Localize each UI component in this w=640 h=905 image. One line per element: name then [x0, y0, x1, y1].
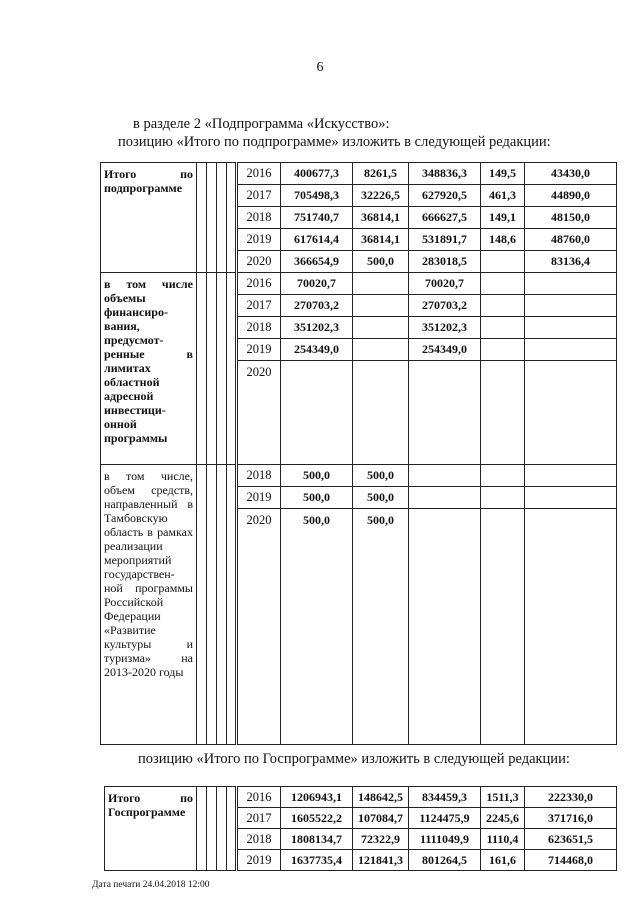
value-cell-c1: 70020,7 — [281, 273, 353, 295]
value-cell-c2: 72322,9 — [353, 829, 409, 850]
value-cell-c3: 1124475,9 — [409, 808, 481, 829]
value-cell-c5: 48760,0 — [525, 229, 617, 251]
empty-column-cell — [227, 273, 237, 465]
value-cell-c1: 366654,9 — [281, 251, 353, 273]
empty-column-cell — [207, 465, 217, 745]
value-cell-c4 — [481, 317, 525, 339]
value-cell-c5: 43430,0 — [525, 163, 617, 185]
year-cell: 2018 — [237, 207, 281, 229]
year-cell: 2018 — [237, 317, 281, 339]
value-cell-c2 — [353, 361, 409, 465]
value-cell-c5: 44890,0 — [525, 185, 617, 207]
row-group-label: в том числе, объем средств, направленный в Тамбовскую область в рамках реализации мероприятий государствен-ной программы Российской Федерации «Развитие культуры и туризма» на 2013-2020 годы — [101, 465, 197, 745]
row-group-label: в том числе объемы финансиро-вания, предусмот-ренные в лимитах областной адресной инвестици-онной программы — [101, 273, 197, 465]
value-cell-c1: 1637735,4 — [281, 850, 353, 871]
value-cell-c2: 500,0 — [353, 465, 409, 487]
value-cell-c5: 222330,0 — [525, 787, 617, 808]
value-cell-c4: 149,5 — [481, 163, 525, 185]
value-cell-c2 — [353, 273, 409, 295]
value-cell-c5 — [525, 339, 617, 361]
value-cell-c1: 270703,2 — [281, 295, 353, 317]
value-cell-c3: 254349,0 — [409, 339, 481, 361]
section-intro: в разделе 2 «Подпрограмма «Искусство»: — [133, 116, 390, 132]
empty-column-cell — [217, 163, 227, 273]
empty-column-cell — [227, 787, 237, 871]
year-cell: 2016 — [237, 273, 281, 295]
empty-column-cell — [217, 273, 227, 465]
value-cell-c4: 1511,3 — [481, 787, 525, 808]
gosprogram-total-instruction: позицию «Итого по Госпрограмме» изложить в следующей редакции: — [138, 751, 570, 767]
value-cell-c1: 254349,0 — [281, 339, 353, 361]
value-cell-c1: 400677,3 — [281, 163, 353, 185]
year-cell: 2020 — [237, 509, 281, 745]
value-cell-c3: 283018,5 — [409, 251, 481, 273]
value-cell-c4 — [481, 487, 525, 509]
value-cell-c3 — [409, 509, 481, 745]
value-cell-c5: 623651,5 — [525, 829, 617, 850]
empty-column-cell — [197, 163, 207, 273]
value-cell-c5 — [525, 317, 617, 339]
gosprogram-totals-table — [104, 786, 617, 871]
empty-column-cell — [207, 273, 217, 465]
value-cell-c4 — [481, 295, 525, 317]
value-cell-c1: 500,0 — [281, 487, 353, 509]
value-cell-c5: 371716,0 — [525, 808, 617, 829]
value-cell-c3: 627920,5 — [409, 185, 481, 207]
subprogram-totals-table — [100, 162, 617, 745]
subprogram-total-instruction: позицию «Итого по подпрограмме» изложить в следующей редакции: — [118, 134, 551, 150]
year-cell: 2016 — [237, 163, 281, 185]
year-cell: 2019 — [237, 850, 281, 871]
value-cell-c2: 36814,1 — [353, 229, 409, 251]
page-number: 6 — [316, 60, 324, 75]
value-cell-c3 — [409, 465, 481, 487]
value-cell-c4 — [481, 465, 525, 487]
value-cell-c1 — [281, 361, 353, 465]
value-cell-c1: 1808134,7 — [281, 829, 353, 850]
year-cell: 2019 — [237, 487, 281, 509]
value-cell-c4 — [481, 361, 525, 465]
table-row — [105, 787, 617, 808]
value-cell-c5 — [525, 361, 617, 465]
value-cell-c2: 500,0 — [353, 509, 409, 745]
row-group-label: Итого по Госпрограмме — [105, 787, 197, 871]
value-cell-c2: 500,0 — [353, 487, 409, 509]
empty-column-cell — [207, 787, 217, 871]
value-cell-c4 — [481, 251, 525, 273]
value-cell-c1: 1206943,1 — [281, 787, 353, 808]
value-cell-c1: 351202,3 — [281, 317, 353, 339]
table-row — [101, 273, 617, 295]
value-cell-c4: 1110,4 — [481, 829, 525, 850]
value-cell-c2: 148642,5 — [353, 787, 409, 808]
year-cell: 2017 — [237, 185, 281, 207]
table-row — [101, 465, 617, 487]
value-cell-c2: 36814,1 — [353, 207, 409, 229]
value-cell-c2 — [353, 295, 409, 317]
value-cell-c1: 500,0 — [281, 465, 353, 487]
value-cell-c2: 32226,5 — [353, 185, 409, 207]
value-cell-c5 — [525, 509, 617, 745]
value-cell-c3: 348836,3 — [409, 163, 481, 185]
empty-column-cell — [217, 787, 227, 871]
value-cell-c5 — [525, 273, 617, 295]
value-cell-c4: 148,6 — [481, 229, 525, 251]
empty-column-cell — [207, 163, 217, 273]
value-cell-c5: 48150,0 — [525, 207, 617, 229]
empty-column-cell — [217, 465, 227, 745]
value-cell-c2: 121841,3 — [353, 850, 409, 871]
value-cell-c4: 2245,6 — [481, 808, 525, 829]
empty-column-cell — [197, 787, 207, 871]
value-cell-c1: 1605522,2 — [281, 808, 353, 829]
value-cell-c2 — [353, 317, 409, 339]
value-cell-c5 — [525, 487, 617, 509]
value-cell-c5: 714468,0 — [525, 850, 617, 871]
value-cell-c4 — [481, 339, 525, 361]
value-cell-c2: 8261,5 — [353, 163, 409, 185]
year-cell: 2018 — [237, 465, 281, 487]
value-cell-c5 — [525, 465, 617, 487]
value-cell-c1: 500,0 — [281, 509, 353, 745]
empty-column-cell — [197, 465, 207, 745]
year-cell: 2017 — [237, 295, 281, 317]
value-cell-c4 — [481, 273, 525, 295]
value-cell-c3: 834459,3 — [409, 787, 481, 808]
value-cell-c4: 149,1 — [481, 207, 525, 229]
value-cell-c4 — [481, 509, 525, 745]
table-row — [101, 163, 617, 185]
value-cell-c3: 70020,7 — [409, 273, 481, 295]
value-cell-c3 — [409, 361, 481, 465]
row-group-label: Итого по подпрограмме — [101, 163, 197, 273]
value-cell-c3 — [409, 487, 481, 509]
value-cell-c3: 351202,3 — [409, 317, 481, 339]
value-cell-c4: 161,6 — [481, 850, 525, 871]
value-cell-c5: 83136,4 — [525, 251, 617, 273]
value-cell-c3: 1111049,9 — [409, 829, 481, 850]
year-cell: 2017 — [237, 808, 281, 829]
year-cell: 2020 — [237, 361, 281, 465]
year-cell: 2019 — [237, 339, 281, 361]
value-cell-c1: 705498,3 — [281, 185, 353, 207]
value-cell-c5 — [525, 295, 617, 317]
empty-column-cell — [227, 163, 237, 273]
value-cell-c3: 801264,5 — [409, 850, 481, 871]
value-cell-c4: 461,3 — [481, 185, 525, 207]
value-cell-c2: 500,0 — [353, 251, 409, 273]
value-cell-c1: 617614,4 — [281, 229, 353, 251]
empty-column-cell — [227, 465, 237, 745]
value-cell-c1: 751740,7 — [281, 207, 353, 229]
print-date-footer: Дата печати 24.04.2018 12:00 — [92, 880, 210, 890]
year-cell: 2019 — [237, 229, 281, 251]
value-cell-c3: 270703,2 — [409, 295, 481, 317]
value-cell-c3: 531891,7 — [409, 229, 481, 251]
value-cell-c2: 107084,7 — [353, 808, 409, 829]
year-cell: 2016 — [237, 787, 281, 808]
year-cell: 2020 — [237, 251, 281, 273]
year-cell: 2018 — [237, 829, 281, 850]
empty-column-cell — [197, 273, 207, 465]
value-cell-c2 — [353, 339, 409, 361]
value-cell-c3: 666627,5 — [409, 207, 481, 229]
